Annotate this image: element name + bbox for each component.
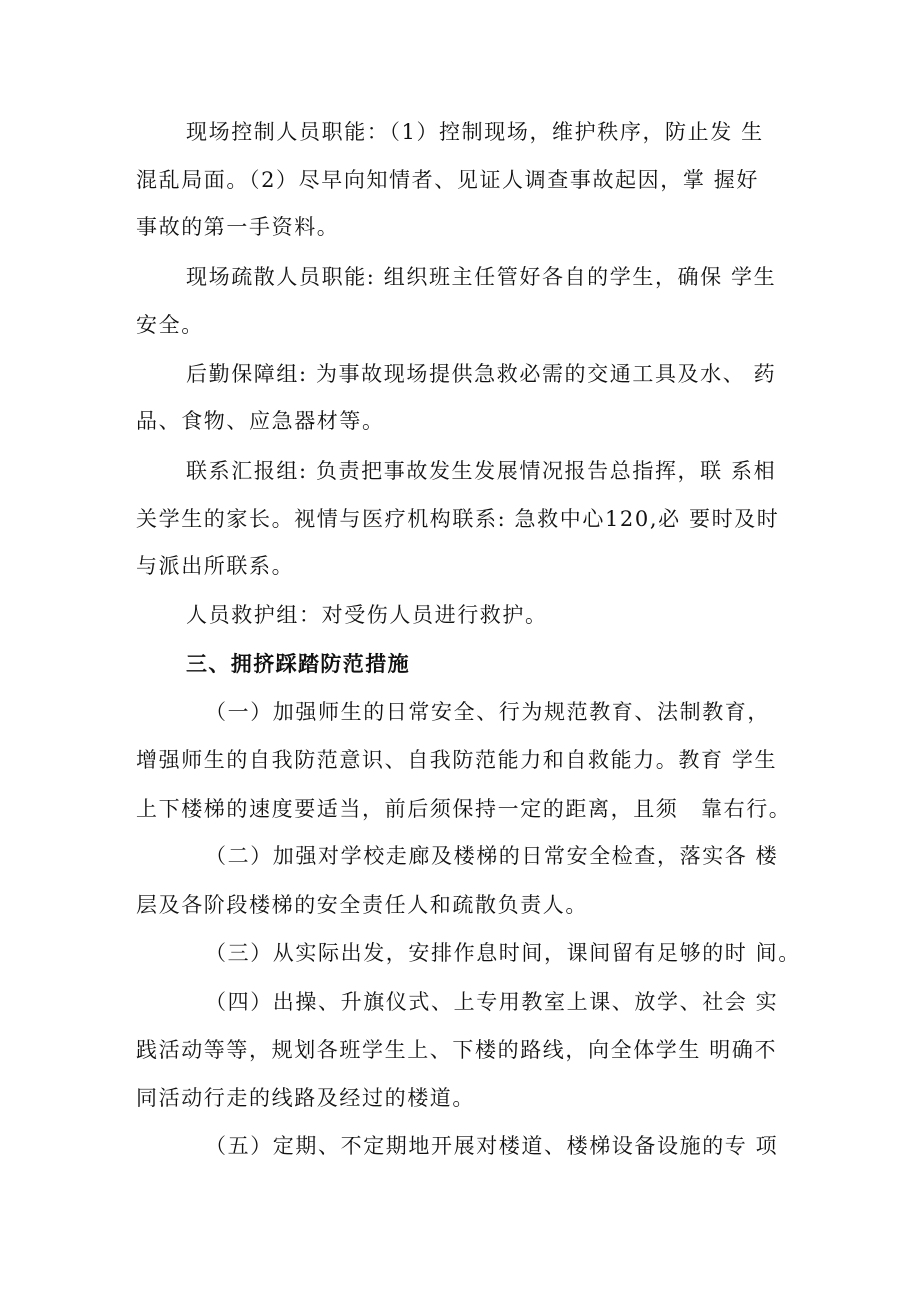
paragraph-line: 增强师生的自我防范意识、自我防范能力和自救能力。教育 学生: [136, 748, 778, 772]
paragraph-line: 联系汇报组: 负责把事故发生发展情况报告总指挥，联 系相: [186, 459, 777, 483]
paragraph-line: 安全。: [136, 313, 204, 337]
paragraph-line: 现场控制人员职能：（1）控制现场，维护秩序，防止发 生: [186, 120, 764, 144]
paragraph-line: 现场疏散人员职能: 组织班主任管好各自的学生，确保 学生: [186, 265, 777, 289]
paragraph-line: 关学生的家长。视情与医疗机构联系: 急救中心120,必 要时及时: [136, 507, 780, 531]
paragraph-line: （二）加强对学校走廊及楼梯的日常安全检查，落实各 楼: [205, 844, 779, 868]
paragraph-line: 上下楼梯的速度要适当，前后须保持一定的距离，且须 靠右行。: [136, 797, 792, 821]
paragraph-line: 事故的第一手资料。: [136, 215, 340, 239]
paragraph-line: （一）加强师生的日常安全、行为规范教育、法制教育，: [205, 700, 770, 724]
paragraph-line: （五）定期、不定期地开展对楼道、楼梯设备设施的专 项: [205, 1134, 779, 1158]
section-heading: 三、拥挤踩踏防范措施: [186, 652, 410, 676]
paragraph-line: 混乱局面。（2）尽早向知情者、见证人调查事故起因，掌 握好: [136, 168, 759, 192]
paragraph-line: 层及各阶段楼梯的安全责任人和疏散负责人。: [136, 893, 588, 917]
paragraph-line: （三）从实际出发，安排作息时间，课间留有足够的时 间。: [205, 941, 801, 965]
paragraph-line: （四）出操、升旗仪式、上专用教室上课、放学、社会 实: [205, 990, 779, 1014]
paragraph-line: 与派出所联系。: [136, 554, 295, 578]
paragraph-line: 同活动行走的线路及经过的楼道。: [136, 1086, 475, 1110]
paragraph-line: 人员救护组：对受伤人员进行救护。: [186, 603, 548, 627]
paragraph-line: 后勤保障组: 为事故现场提供急救必需的交通工具及水、 药: [186, 362, 777, 386]
paragraph-line: 品、食物、应急器材等。: [136, 409, 385, 433]
paragraph-line: 践活动等等，规划各班学生上、下楼的路线，向全体学生 明确不: [136, 1038, 778, 1062]
